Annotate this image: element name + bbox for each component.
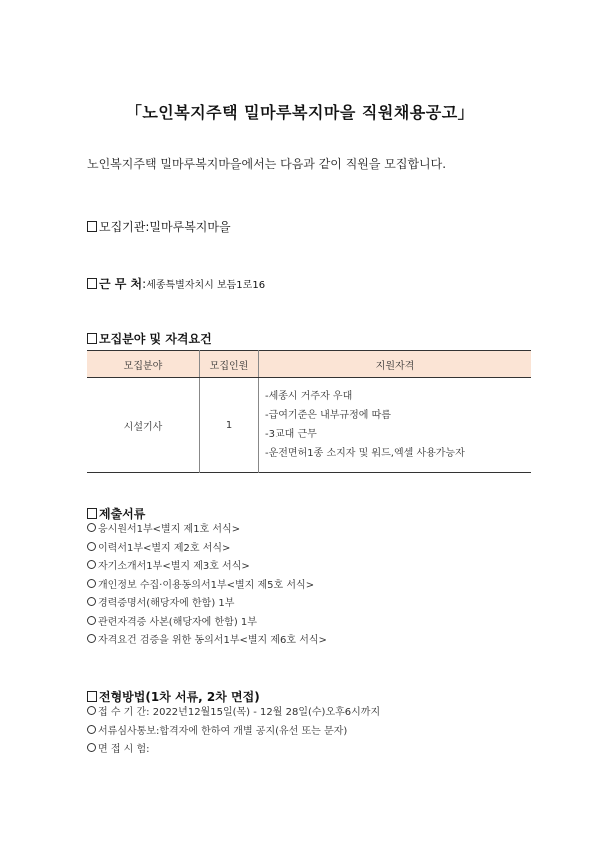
header-quals: 지원자격 <box>259 351 532 378</box>
screening-list <box>87 704 380 760</box>
circle-bullet-icon <box>87 560 96 569</box>
circle-bullet-icon <box>87 523 96 532</box>
table-header-row <box>87 351 531 378</box>
recruit-table <box>87 350 531 473</box>
location-value: 세종특별자치시 보듬1로16 <box>146 280 266 291</box>
checkbox-square-icon <box>87 221 97 232</box>
org-section: 모집기관:밀마루복지마을 <box>87 218 231 235</box>
checkbox-square-icon <box>87 508 97 519</box>
list-item: 자격요건 검증을 위한 동의서1부<별지 제6호 서식> <box>87 632 327 651</box>
location-label: 근 무 처 <box>99 277 143 291</box>
documents-list <box>87 521 327 651</box>
list-item: 관련자격증 사본(해당자에 한함) 1부 <box>87 614 327 633</box>
location-section: 근 무 처:세종특별자치시 보듬1로16 <box>87 275 265 292</box>
circle-bullet-icon <box>87 743 96 752</box>
list-item: 경력증명서(해당자에 한함) 1부 <box>87 595 327 614</box>
circle-bullet-icon <box>87 542 96 551</box>
header-field: 모집분야 <box>87 351 200 378</box>
screening-heading: 전형방법(1차 서류, 2차 면접) <box>87 688 260 705</box>
qual-item: -세종시 거주자 우대 <box>265 391 353 402</box>
circle-bullet-icon <box>87 597 96 606</box>
list-item: 접 수 기 간: 2022년12월15일(목) - 12월 28일(수)오후6시까지 <box>87 704 380 723</box>
circle-bullet-icon <box>87 725 96 734</box>
cell-count: 1 <box>200 378 259 473</box>
list-item: 면 접 시 험: <box>87 741 380 760</box>
qual-item: -3교대 근무 <box>265 429 317 440</box>
list-item: 자기소개서1부<별지 제3호 서식> <box>87 558 327 577</box>
circle-bullet-icon <box>87 706 96 715</box>
org-value: 밀마루복지마을 <box>149 220 231 234</box>
checkbox-square-icon <box>87 333 97 344</box>
documents-heading: 제출서류 <box>87 505 145 522</box>
page-title: 「노인복지주택 밀마루복지마을 직원채용공고」 <box>125 103 475 122</box>
circle-bullet-icon <box>87 616 96 625</box>
header-count: 모집인원 <box>200 351 259 378</box>
checkbox-square-icon <box>87 691 97 702</box>
list-item: 개인정보 수집·이용동의서1부<별지 제5호 서식> <box>87 577 327 596</box>
circle-bullet-icon <box>87 634 96 643</box>
cell-quals <box>259 378 532 473</box>
intro-text: 노인복지주택 밀마루복지마을에서는 다음과 같이 직원을 모집합니다. <box>87 157 447 171</box>
list-item: 응시원서1부<별지 제1호 서식> <box>87 521 327 540</box>
table-row <box>87 378 531 473</box>
cell-field: 시설기사 <box>123 421 163 433</box>
qual-item: -급여기준은 내부규정에 따름 <box>265 410 391 421</box>
list-item: 이력서1부<별지 제2호 서식> <box>87 540 327 559</box>
circle-bullet-icon <box>87 579 96 588</box>
org-label: 모집기관 <box>99 220 146 234</box>
list-item: 서류심사통보:합격자에 한하여 개별 공지(유선 또는 문자) <box>87 723 380 742</box>
qual-item: -운전면허1종 소지자 및 워드,엑셀 사용가능자 <box>265 448 465 459</box>
checkbox-square-icon <box>87 278 97 289</box>
recruit-section-heading: 모집분야 및 자격요건 <box>87 330 212 347</box>
